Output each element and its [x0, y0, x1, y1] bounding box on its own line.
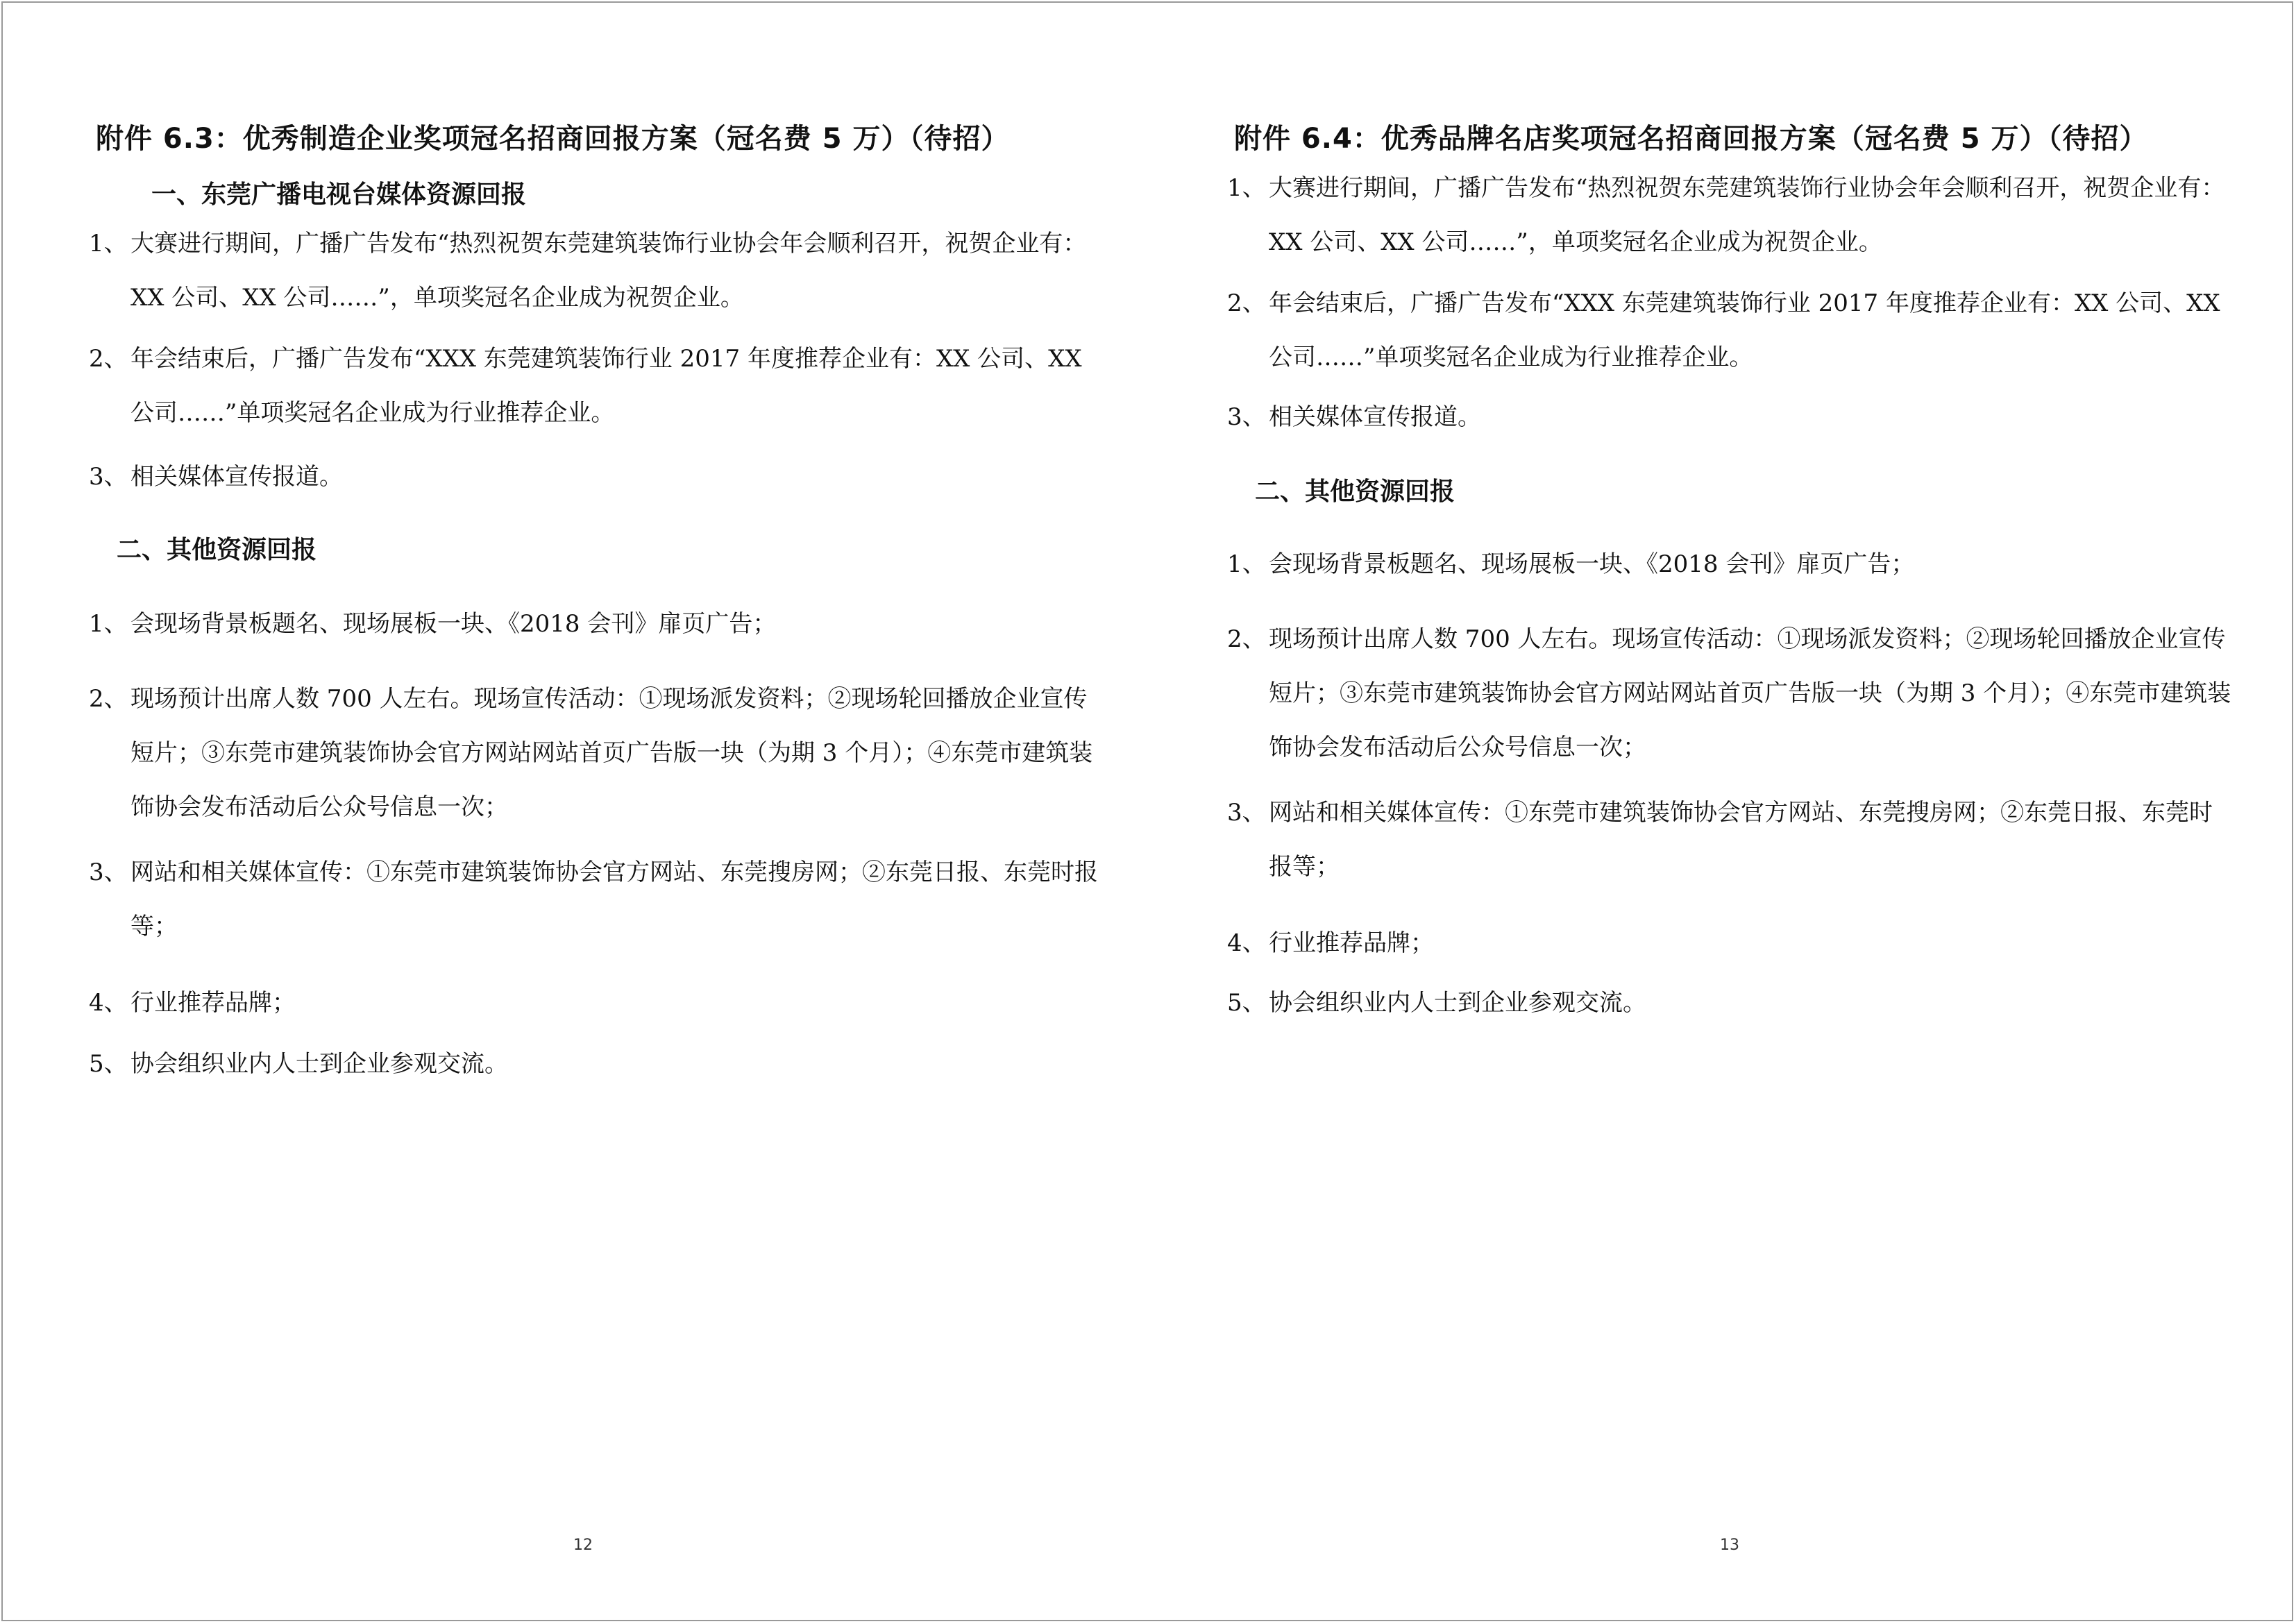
item-text: 年会结束后，广播广告发布“XXX 东莞建筑装饰行业 2017 年度推荐企业有：XX 公司、XX 公司……”单项奖冠名企业成为行业推荐企业。 — [1269, 289, 2220, 371]
item-number: 3、 — [89, 858, 128, 886]
section-heading: 二、其他资源回报 — [117, 536, 317, 564]
item-number: 3、 — [89, 463, 128, 491]
item-number: 1、 — [1227, 550, 1266, 578]
item-number: 1、 — [89, 230, 128, 257]
list-item — [89, 217, 1104, 325]
item-text: 大赛进行期间，广播广告发布“热烈祝贺东莞建筑装饰行业协会年会顺利召开，祝贺企业有：XX 公司、XX 公司……”，单项奖冠名企业成为祝贺企业。 — [1269, 174, 2225, 256]
item-number: 1、 — [1227, 174, 1266, 202]
list-item — [1227, 786, 2234, 894]
list-item — [89, 597, 1104, 651]
item-number: 3、 — [1227, 799, 1266, 827]
item-number: 4、 — [89, 989, 128, 1017]
item-text: 网站和相关媒体宣传：①东莞市建筑装饰协会官方网站、东莞搜房网；②东莞日报、东莞时报等； — [130, 858, 1098, 940]
section-heading: 二、其他资源回报 — [1255, 477, 1455, 506]
item-number: 3、 — [1227, 403, 1266, 431]
list-item — [1227, 976, 2234, 1030]
item-number: 2、 — [89, 345, 128, 373]
item-text: 会现场背景板题名、现场展板一块、《2018 会刊》扉页广告； — [130, 610, 777, 638]
item-text: 会现场背景板题名、现场展板一块、《2018 会刊》扉页广告； — [1269, 550, 1915, 578]
list-item — [89, 976, 1104, 1030]
item-number: 4、 — [1227, 929, 1266, 957]
item-text: 年会结束后，广播广告发布“XXX 东莞建筑装饰行业 2017 年度推荐企业有：XX 公司、XX 公司……”单项奖冠名企业成为行业推荐企业。 — [130, 345, 1082, 427]
item-text: 行业推荐品牌； — [130, 989, 296, 1017]
item-text: 协会组织业内人士到企业参观交流。 — [130, 1050, 508, 1078]
list-item — [1227, 537, 2234, 591]
item-text: 现场预计出席人数 700 人左右。现场宣传活动：①现场派发资料；②现场轮回播放企业宣传短片；③东莞市建筑装饰协会官方网站网站首页广告版一块（为期 3 个月）；④东莞市建筑装饰协会发布活动后公众号信息一次； — [1269, 625, 2231, 761]
item-text: 相关媒体宣传报道。 — [130, 463, 343, 491]
item-number: 2、 — [89, 685, 128, 713]
section-heading: 一、东莞广播电视台媒体资源回报 — [151, 180, 527, 209]
page-number: 12 — [573, 1537, 593, 1554]
list-item — [89, 450, 1104, 504]
item-text: 协会组织业内人士到企业参观交流。 — [1269, 989, 1646, 1017]
page-title: 附件 6.4：优秀品牌名店奖项冠名招商回报方案（冠名费 5 万）（待招） — [1234, 123, 2148, 155]
list-item — [1227, 916, 2234, 970]
list-item — [89, 845, 1104, 954]
list-item — [1227, 276, 2234, 384]
item-number: 5、 — [1227, 989, 1266, 1017]
page-title: 附件 6.3：优秀制造企业奖项冠名招商回报方案（冠名费 5 万）（待招） — [96, 123, 1010, 155]
list-item — [89, 1037, 1104, 1091]
item-text: 现场预计出席人数 700 人左右。现场宣传活动：①现场派发资料；②现场轮回播放企业宣传短片；③东莞市建筑装饰协会官方网站网站首页广告版一块（为期 3 个月）；④东莞市建筑装饰协会发布活动后公众号信息一次； — [130, 685, 1093, 821]
list-item — [89, 672, 1104, 834]
list-item — [1227, 161, 2234, 269]
item-number: 1、 — [89, 610, 128, 638]
item-text: 网站和相关媒体宣传：①东莞市建筑装饰协会官方网站、东莞搜房网；②东莞日报、东莞时报等； — [1269, 799, 2213, 881]
item-number: 2、 — [1227, 289, 1266, 317]
list-item — [89, 332, 1104, 440]
item-number: 2、 — [1227, 625, 1266, 653]
item-text: 大赛进行期间，广播广告发布“热烈祝贺东莞建筑装饰行业协会年会顺利召开，祝贺企业有：XX 公司、XX 公司……”，单项奖冠名企业成为祝贺企业。 — [130, 230, 1087, 312]
item-number: 5、 — [89, 1050, 128, 1078]
item-text: 相关媒体宣传报道。 — [1269, 403, 1481, 431]
page-number: 13 — [1720, 1537, 1739, 1554]
item-text: 行业推荐品牌； — [1269, 929, 1434, 957]
list-item — [1227, 390, 2234, 444]
list-item — [1227, 612, 2234, 775]
